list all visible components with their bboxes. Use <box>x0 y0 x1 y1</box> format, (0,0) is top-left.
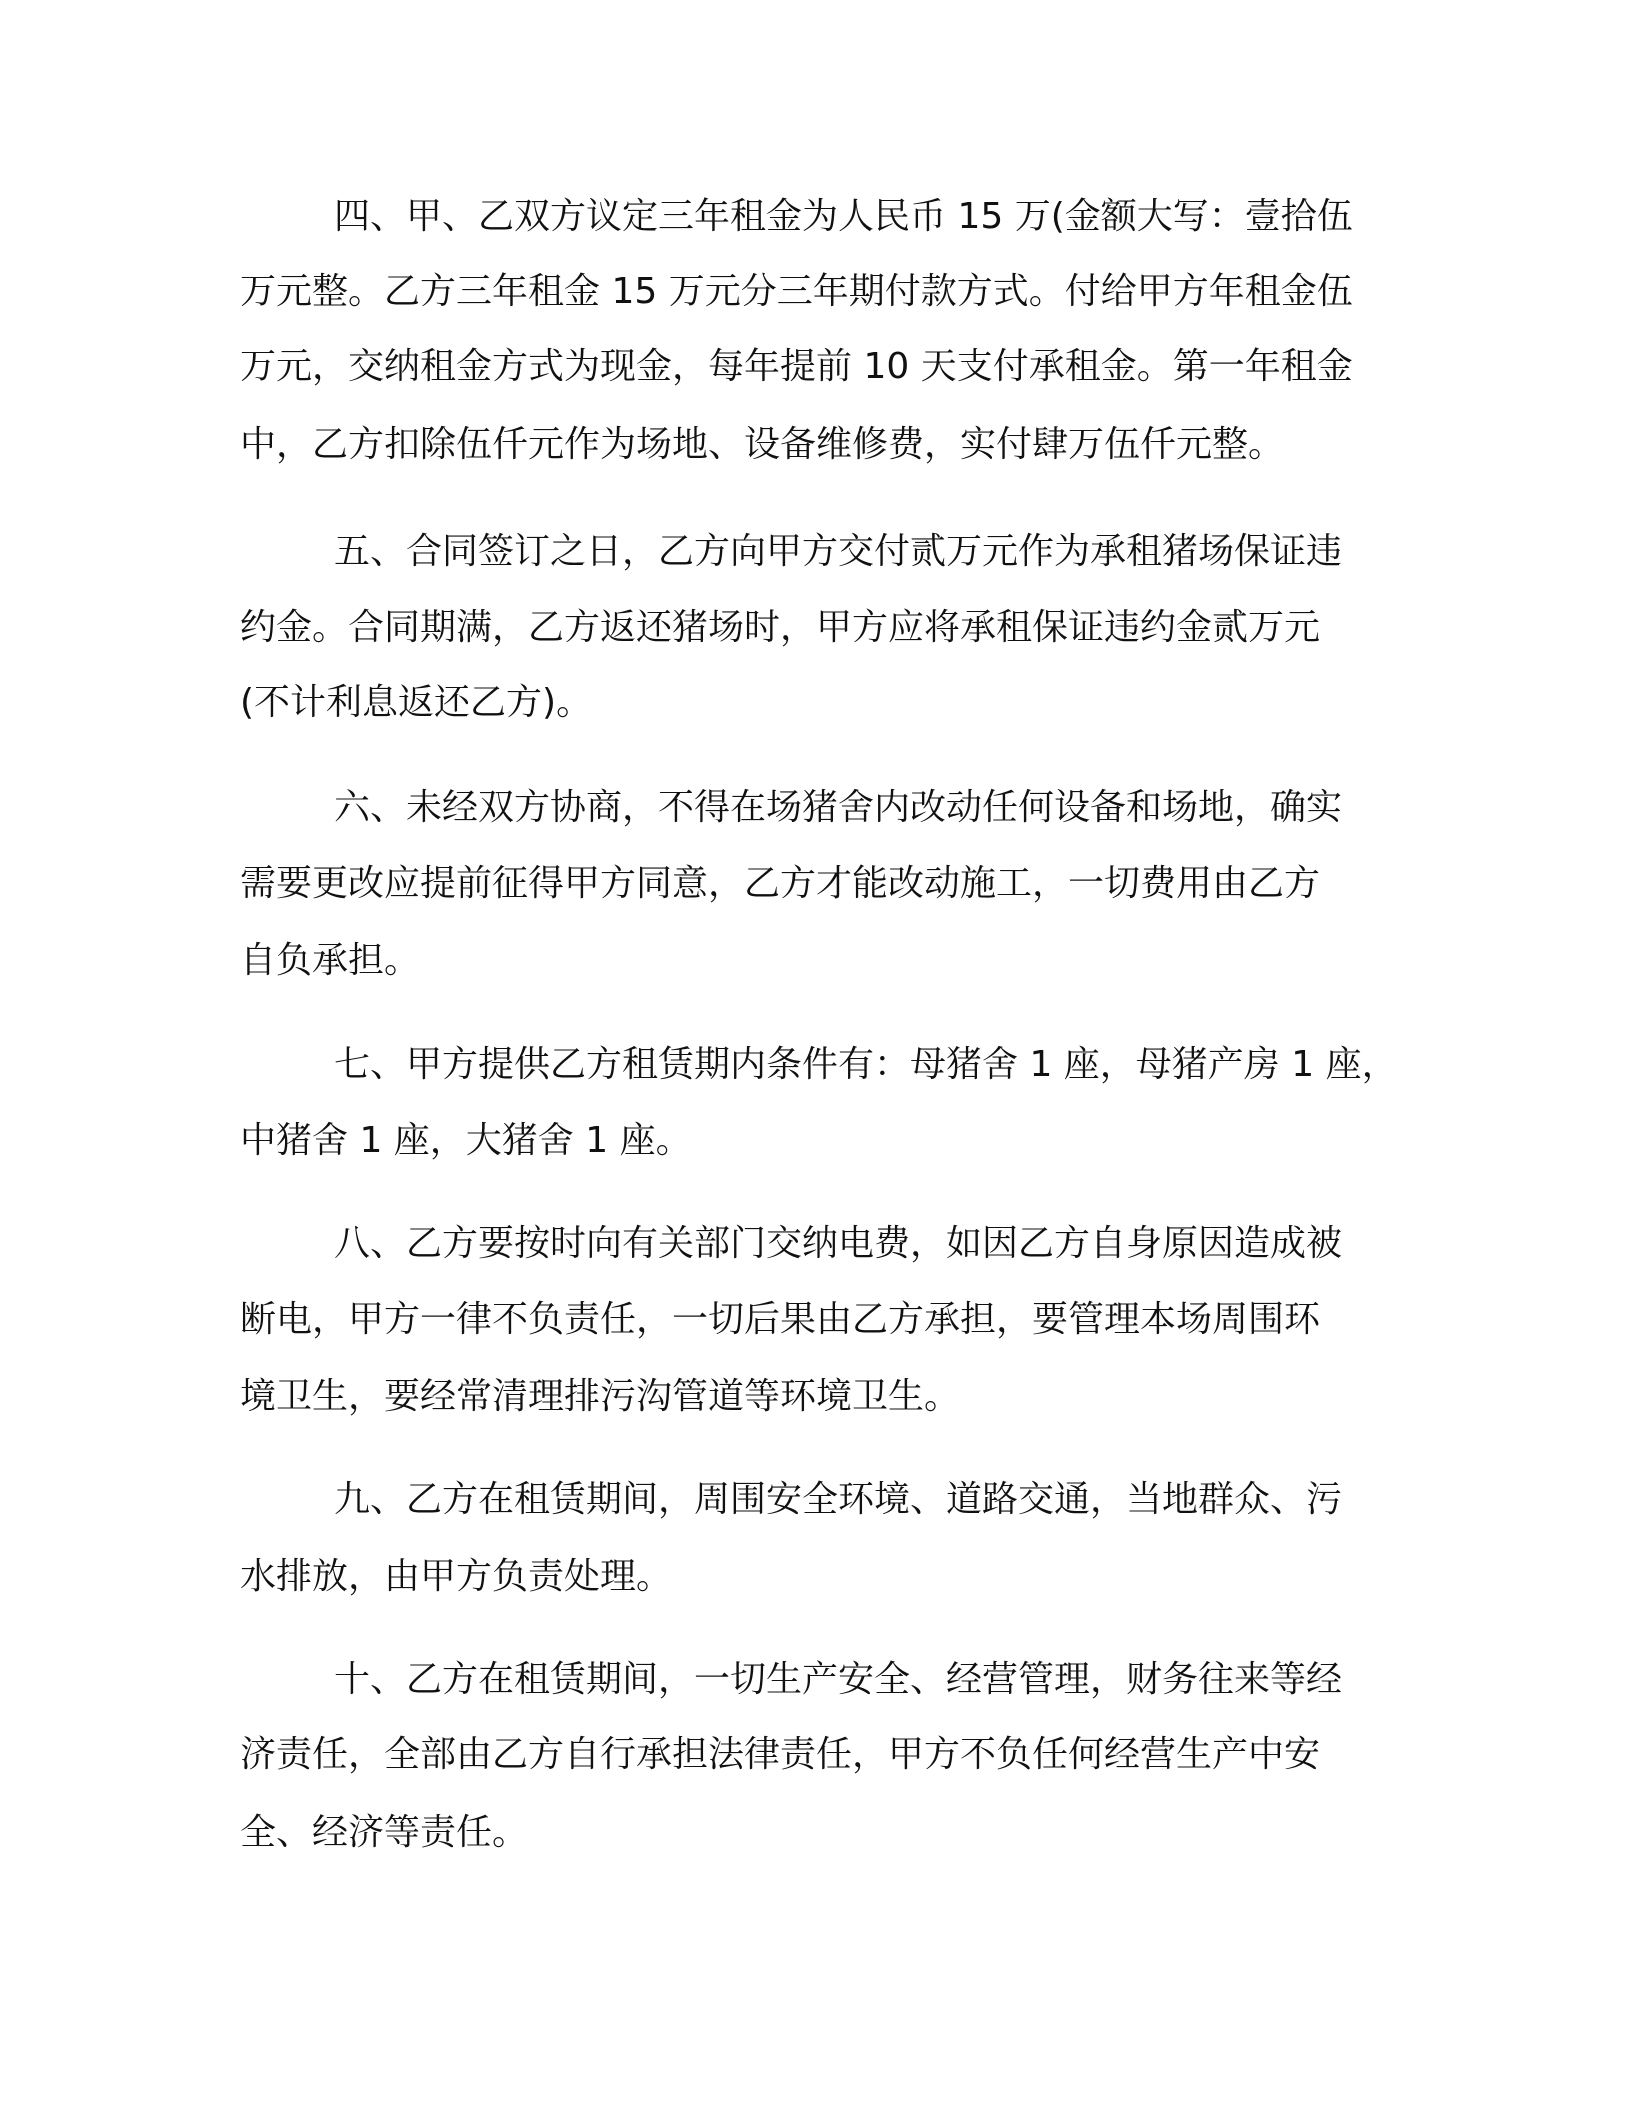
clause-6-line-2: 需要更改应提前征得甲方同意，乙方才能改动施工，一切费用由乙方 <box>240 863 1321 904</box>
clause-4-line-2: 万元整。乙方三年租金 15 万元分三年期付款方式。付给甲方年租金伍 <box>240 271 1353 312</box>
clause-10-line-3: 全、经济等责任。 <box>240 1812 529 1853</box>
clause-6-line-1: 六、未经双方协商，不得在场猪舍内改动任何设备和场地，确实 <box>334 787 1343 828</box>
clause-8-line-2: 断电，甲方一律不负责任，一切后果由乙方承担，要管理本场周围环 <box>240 1299 1321 1340</box>
clause-6-line-3: 自负承担。 <box>240 940 421 981</box>
clause-5-line-2: 约金。合同期满，乙方返还猪场时，甲方应将承租保证违约金贰万元 <box>240 607 1321 648</box>
clause-4-line-1: 四、甲、乙双方议定三年租金为人民币 15 万(金额大写：壹拾伍 <box>334 196 1353 237</box>
clause-10-line-1: 十、乙方在租赁期间，一切生产安全、经营管理，财务往来等经 <box>334 1659 1343 1700</box>
clause-5-line-1: 五、合同签订之日，乙方向甲方交付贰万元作为承租猪场保证违 <box>334 531 1343 572</box>
clause-5-line-3: (不计利息返还乙方)。 <box>240 682 593 723</box>
clause-8-line-3: 境卫生，要经常清理排污沟管道等环境卫生。 <box>240 1376 961 1417</box>
clause-4-line-4: 中，乙方扣除伍仟元作为场地、设备维修费，实付肆万伍仟元整。 <box>240 424 1285 465</box>
clause-4-line-3: 万元，交纳租金方式为现金，每年提前 10 天支付承租金。第一年租金 <box>240 346 1353 387</box>
clause-7-line-2: 中猪舍 1 座，大猪舍 1 座。 <box>240 1120 692 1161</box>
clause-10-line-2: 济责任，全部由乙方自行承担法律责任，甲方不负任何经营生产中安 <box>240 1734 1321 1775</box>
clause-9-line-2: 水排放，由甲方负责处理。 <box>240 1556 673 1597</box>
clause-8-line-1: 八、乙方要按时向有关部门交纳电费，如因乙方自身原因造成被 <box>334 1223 1343 1264</box>
clause-9-line-1: 九、乙方在租赁期间，周围安全环境、道路交通，当地群众、污 <box>334 1479 1343 1520</box>
clause-7-line-1: 七、甲方提供乙方租赁期内条件有：母猪舍 1 座，母猪产房 1 座， <box>334 1044 1398 1085</box>
